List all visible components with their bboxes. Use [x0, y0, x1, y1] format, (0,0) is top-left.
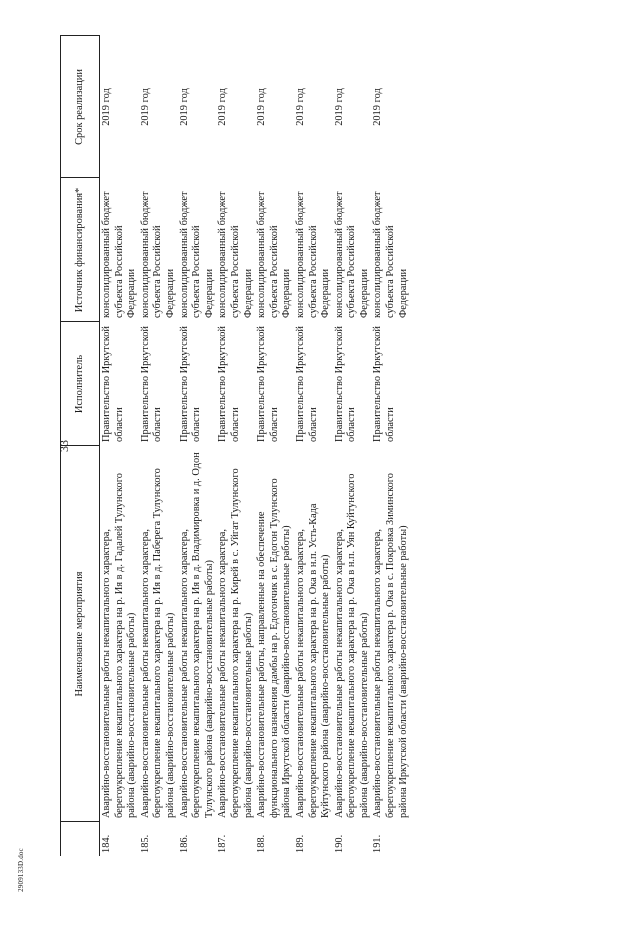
footer-file-name: 2909133D.doc — [17, 848, 25, 892]
row-number: 185. — [139, 834, 151, 853]
table-row — [294, 36, 333, 856]
table-row — [139, 36, 178, 856]
row-term: 2019 год — [294, 88, 306, 126]
row-number: 190. — [333, 834, 345, 853]
row-term: 2019 год — [101, 88, 112, 126]
row-funding-source: консолидированный бюджет субъекта Российской Федерации — [139, 191, 176, 318]
header-term: Срок реализации — [61, 36, 100, 178]
row-term: 2019 год — [256, 88, 268, 126]
row-number: 188. — [256, 834, 268, 853]
table-row — [216, 36, 255, 856]
header-source: Источник финансирования* — [61, 178, 100, 322]
row-funding-source: консолидированный бюджет субъекта Российской Федерации — [372, 191, 409, 318]
row-term: 2019 год — [333, 88, 345, 126]
row-term: 2019 год — [217, 88, 229, 126]
table-header-row — [61, 36, 100, 856]
row-term: 2019 год — [139, 88, 151, 126]
table-row — [178, 36, 217, 856]
row-term: 2019 год — [372, 88, 384, 126]
header-name: Наименование мероприятия — [61, 446, 100, 822]
row-funding-source: консолидированный бюджет субъекта Российской Федерации — [256, 191, 293, 318]
row-funding-source: консолидированный бюджет субъекта Российской Федерации — [101, 191, 138, 318]
table-row — [255, 36, 294, 856]
row-number: 189. — [294, 834, 306, 853]
row-executor: Правительство Иркутской области — [217, 326, 241, 442]
row-executor: Правительство Иркутской области — [256, 326, 280, 442]
page-number: 33 — [57, 440, 71, 452]
header-num — [61, 822, 100, 856]
measures-table — [60, 36, 410, 857]
row-executor: Правительство Иркутской области — [139, 326, 164, 442]
row-term: 2019 год — [178, 88, 190, 126]
row-measure-name: Аварийно-восстановительные работы некапитального характера, берегоукрепление некапитального характера на р. Ока в н.п. Уян Куйтунского района (аварийно-восстановительные работы) — [333, 473, 370, 818]
row-funding-source: консолидированный бюджет субъекта Российской Федерации — [333, 191, 370, 318]
row-measure-name: Аварийно-восстановительные работы некапитального характера, берегоукрепление некапитального характера на р. Кирей в с. Уйгат Тулунского района (аварийно-восстановительные работы) — [217, 468, 254, 818]
row-executor: Правительство Иркутской области — [333, 326, 358, 442]
row-measure-name: Аварийно-восстановительные работы некапитального характера, берегоукрепление некапитального характера на р. Ока в н.п. Усть-Када Куйтунского района (аварийно-восстановительные работы) — [294, 503, 332, 818]
row-number: 187. — [217, 834, 229, 853]
header-executor: Исполнитель — [61, 322, 100, 446]
row-measure-name: Аварийно-восстановительные работы некапитального характера, берегоукрепление некапитального характера на р. Ия в д. Владимировка и д. Одон Тулунского района (аварийно-восстановительные работы) — [178, 452, 215, 818]
row-funding-source: консолидированный бюджет субъекта Российской Федерации — [217, 191, 254, 318]
row-executor: Правительство Иркутской области — [294, 326, 319, 442]
row-measure-name: Аварийно-восстановительные работы некапитального характера, берегоукрепление некапитального характера р. Ока в с. Покровка Зиминского района Иркутской области (аварийно-восстановительные работы) — [372, 473, 409, 818]
table-row — [100, 36, 139, 856]
table-row — [333, 36, 372, 856]
row-funding-source: консолидированный бюджет субъекта Российской Федерации — [178, 191, 215, 318]
row-number: 186. — [178, 834, 190, 853]
rotated-page-content — [60, 36, 580, 856]
row-measure-name: Аварийно-восстановительные работы, направленные на обеспечение функционального назначения дамбы на р. Едогончик в с. Едогон Тулунского района Иркутской области (аварийно-восстановительные работы) — [256, 478, 293, 818]
row-executor: Правительство Иркутской области — [372, 326, 397, 442]
table-row — [371, 36, 410, 856]
row-number: 191. — [372, 834, 384, 853]
row-executor: Правительство Иркутской области — [101, 326, 125, 442]
row-measure-name: Аварийно-восстановительные работы некапитального характера, берегоукрепление некапитального характера на р. Ия в д. Гадалей Тулунского района (аварийно-восстановительные работы) — [101, 473, 138, 818]
row-number: 184. — [101, 834, 112, 853]
row-measure-name: Аварийно-восстановительные работы некапитального характера, берегоукрепление некапитального характера на р. Ия в д. Паберега Тулунского района (аварийно-восстановительные работы) — [139, 468, 176, 818]
row-funding-source: консолидированный бюджет субъекта Российской Федерации — [294, 191, 332, 318]
row-executor: Правительство Иркутской области — [178, 326, 203, 442]
